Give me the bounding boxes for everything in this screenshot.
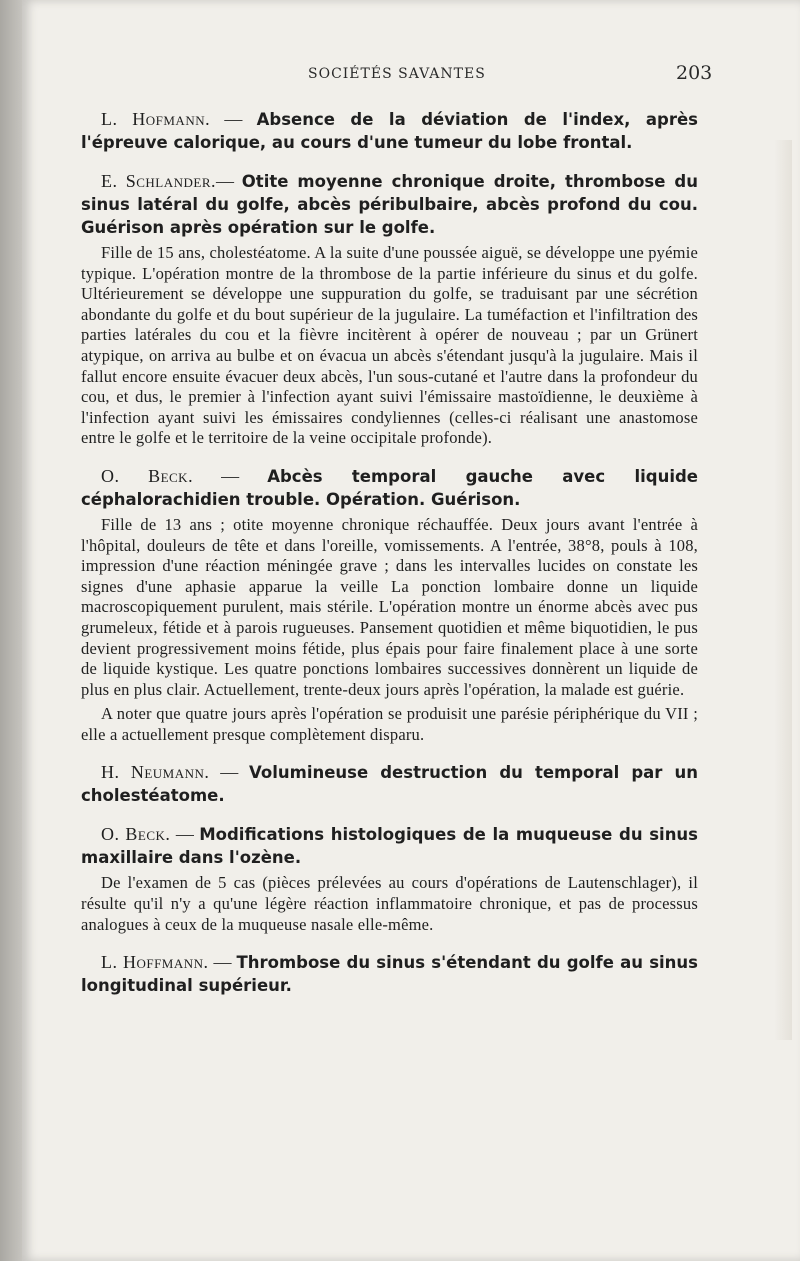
entry-beck-ozene [81,823,698,935]
entry-title: Thrombose du sinus s'étendant du golfe au sinus longitudinal supérieur. [81,953,698,996]
entry-title: Otite moyenne chronique droite, thrombose du sinus latéral du golfe, abcès péribulbaire, abcès profond du cou. Guérison après opération sur le golfe. [81,172,698,237]
entry-heading [81,823,698,869]
page-number: 203 [676,62,713,84]
entry-author: E. Schlander. [101,171,217,191]
entry-neumann-temporal [81,761,698,807]
entry-author: L. Hofmann. [101,109,211,129]
entry-dash: — [208,952,237,973]
page-edge-shading [774,140,792,1040]
entry-dash: — [216,171,242,191]
entry-hofmann-index [81,108,698,154]
entry-paragraph: De l'examen de 5 cas (pièces prélevées au cours d'opérations de Lautenschlager), il résulte qu'il n'y a qu'une légère réaction inflammatoire chronique, et pas de processus analogues à ceux de la muqueuse nasale elle-même. [81,873,698,934]
entry-heading [81,465,698,511]
entry-title: Volumineuse destruction du temporal par un cholestéatome. [81,763,698,806]
entry-dash: — [193,465,268,486]
entry-heading [81,951,698,997]
entry-hoffmann-thrombose [81,951,698,997]
entry-dash: — [210,109,257,129]
entry-paragraph: Fille de 15 ans, cholestéatome. A la suite d'une poussée aiguë, se développe une pyémie typique. L'opération montre de la thrombose de la partie inférieure du sinus et du golfe. Ultérieurement se développe une suppuration du golfe, se traduisant par une sécrétion abondante du golfe et du bout supérieur de la jugulaire. La tuméfaction et l'infiltration des parties latérales du cou et la fièvre incitèrent à opérer de nouveau ; par un Grünert atypique, on arriva au bulbe et on évacua un abcès s'étendant jusqu'à la jugulaire. Mais il fallut encore ensuite évacuer deux abcès, l'un sous-cutané et l'autre dans la profondeur du cou, et dus, le premier à l'infection ayant suivi l'émissaire mastoïdienne, le deuxième à l'infection ayant suivi les émissaires condyliennes (celles-ci réalisant une anastomose entre le golfe et le territoire de la veine occipitale profonde). [81,243,698,448]
article-list [81,108,698,1013]
entry-paragraph: A noter que quatre jours après l'opération se produisit une parésie périphérique du VII ; elle a actuellement presque complètement disparu. [81,704,698,744]
entry-schlander-otite [81,170,698,449]
entry-heading [81,761,698,807]
book-spine-shadow [0,0,22,1261]
entry-author: H. Neumann. [101,762,210,783]
entry-author: L. Hoffmann. [101,952,209,973]
entry-dash: — [209,762,250,783]
entry-author: O. Beck. [101,465,194,486]
entry-author: O. Beck. [101,824,171,845]
entry-title: Absence de la déviation de l'index, après l'épreuve calorique, au cours d'une tumeur du lobe frontal. [81,110,698,152]
entry-beck-abces [81,465,698,746]
entry-title: Modifications histologiques de la muqueuse du sinus maxillaire dans l'ozène. [81,825,699,868]
entry-dash: — [170,824,200,845]
entry-heading [81,170,698,239]
entry-heading [81,108,698,154]
entry-title: Abcès temporal gauche avec liquide céphalorachidien trouble. Opération. Guérison. [81,466,698,509]
entry-paragraph: Fille de 13 ans ; otite moyenne chronique réchauffée. Deux jours avant l'entrée à l'hôpital, douleurs de tête et dans l'oreille, vomissements. A l'entrée, 38°8, pouls à 108, impression d'une réaction méningée grave ; dans les intervalles lucides on constate les signes d'une aphasie apparue la veille La ponction lombaire donne un liquide macroscopiquement purulent, mais stérile. L'opération montre un énorme abcès avec pus grumeleux, fétide et à parois rugueuses. Pansement quotidien et même biquotidien, le pus devient progressivement moins fétide, plus épais pour faire finalement place à une sorte de liquide kystique. Les quatre ponctions lombaires successives donnèrent un liquide de plus en plus clair. Actuellement, trente-deux jours après l'opération, la malade est guérie. [81,514,698,699]
page-header [22,62,800,86]
document-page [22,0,800,1261]
running-title: SOCIÉTÉS SAVANTES [308,66,486,82]
